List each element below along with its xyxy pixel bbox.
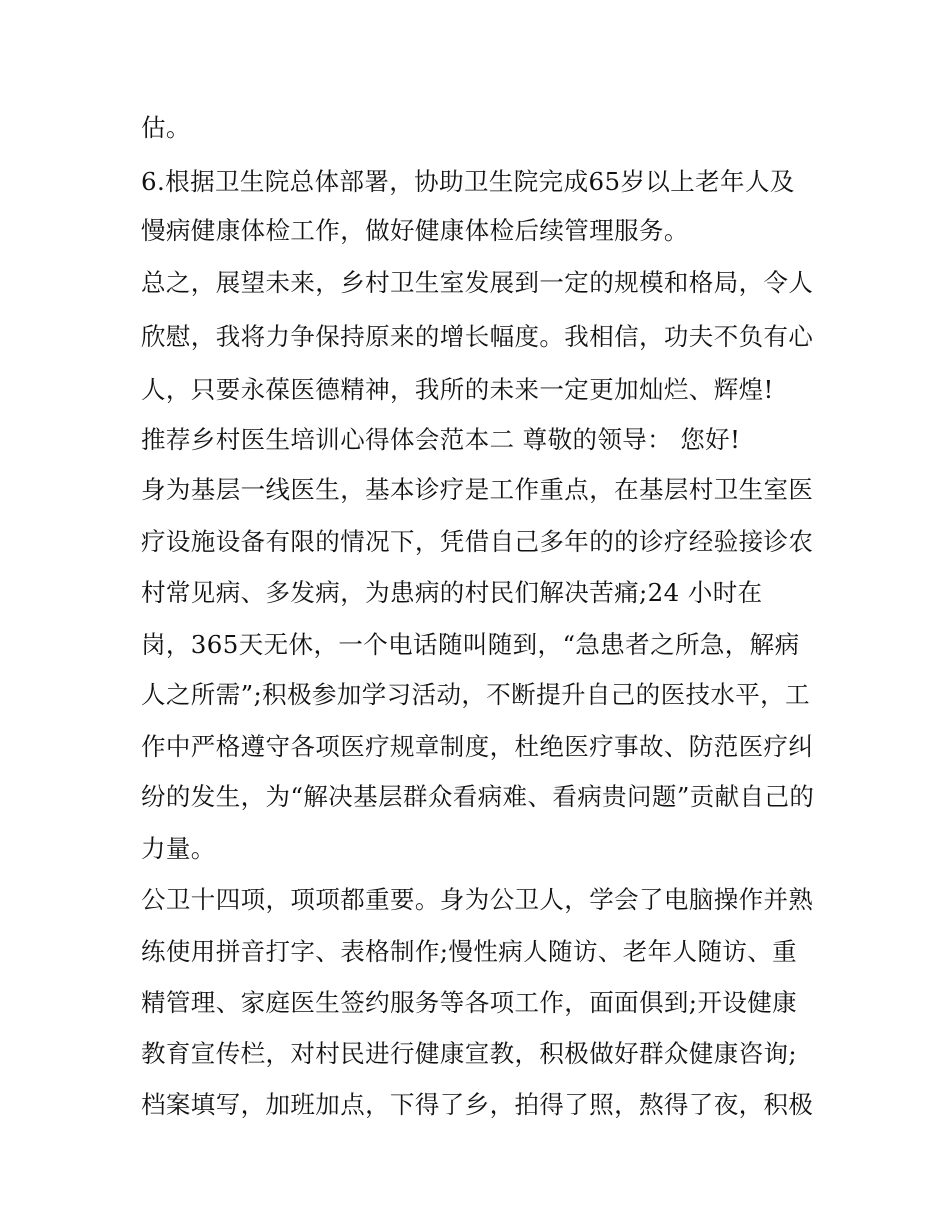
text-line: 人之所需”;积极参加学习活动，不断提升自己的医技水平，工 [141, 680, 810, 709]
text-line: 精管理、家庭医生签约服务等各项工作，面面俱到;开设健康 [141, 988, 798, 1017]
text-line: 档案填写，加班加点，下得了乡，拍得了照，熬得了夜，积极 [141, 1090, 814, 1119]
text-line: 公卫十四项，项项都重要。身为公卫人，学会了电脑操作并熟 [141, 885, 814, 914]
text-line: 6.根据卫生院总体部署，协助卫生院完成65岁以上老年人及 [141, 167, 795, 196]
text-line: 慢病健康体检工作，做好健康体检后续管理服务。 [141, 216, 689, 245]
text-line: 欣慰，我将力争保持原来的增长幅度。我相信，功夫不负有心 [141, 322, 814, 351]
text-line: 岗，365天无休，一个电话随叫随到，“急患者之所急，解病 [141, 630, 800, 659]
text-line: 练使用拼音打字、表格制作;慢性病人随访、老年人随访、重 [141, 937, 798, 966]
text-line: 人，只要永葆医德精神，我所的未来一定更加灿烂、辉煌! [141, 375, 774, 404]
section-heading: 推荐乡村医生培训心得体会范本二 尊敬的领导： 您好! [141, 425, 741, 454]
text-line: 教育宣传栏，对村民进行健康宣教，积极做好群众健康咨询; [141, 1039, 798, 1068]
text-line: 总之，展望未来，乡村卫生室发展到一定的规模和格局，令人 [141, 268, 814, 297]
text-line: 村常见病、多发病，为患病的村民们解决苦痛;24 小时在 [141, 578, 763, 607]
text-line: 估。 [141, 113, 191, 142]
text-line: 作中严格遵守各项医疗规章制度，杜绝医疗事故、防范医疗纠 [141, 732, 814, 761]
text-line: 纷的发生，为“解决基层群众看病难、看病贵问题”贡献自己的 [141, 782, 815, 811]
text-line: 疗设施设备有限的情况下，凭借自己多年的的诊疗经验接诊农 [141, 527, 814, 556]
text-line: 力量。 [141, 834, 216, 863]
text-line: 身为基层一线医生，基本诊疗是工作重点，在基层村卫生室医 [141, 475, 814, 504]
